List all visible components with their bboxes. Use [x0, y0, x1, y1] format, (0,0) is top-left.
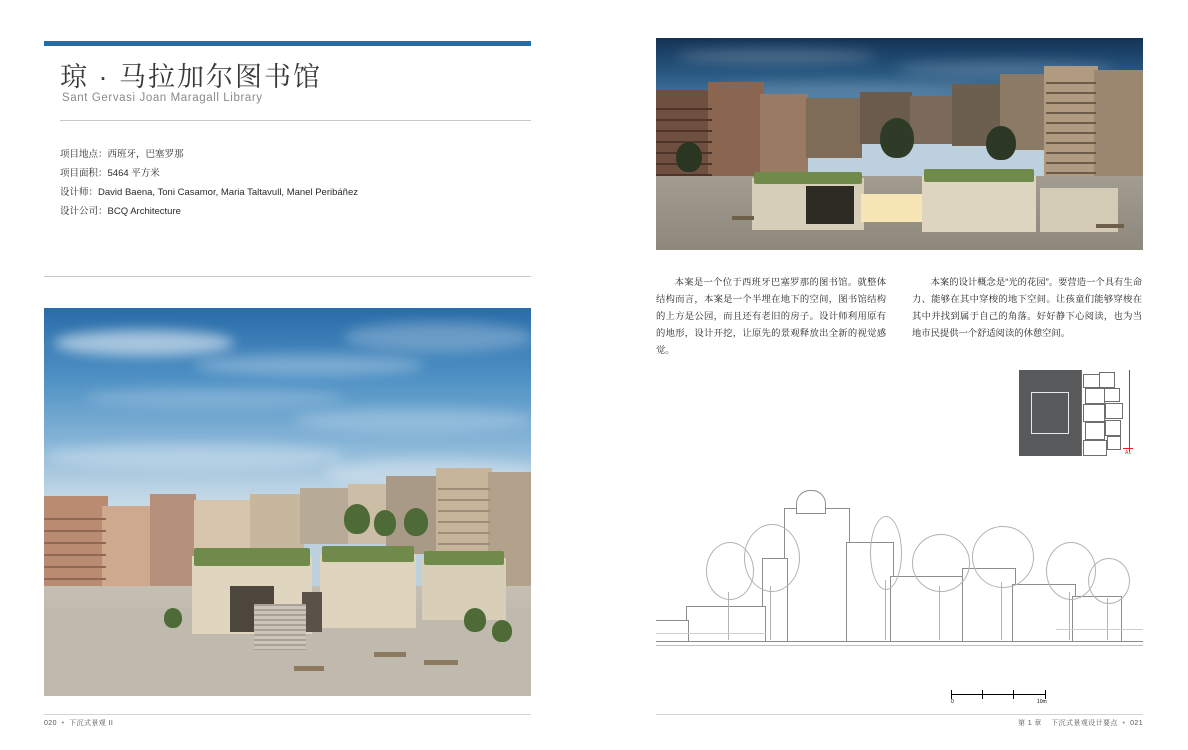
title-divider: [60, 120, 531, 121]
scale-bar: [951, 690, 1046, 704]
scale-bar-start: 0: [951, 699, 954, 705]
right-footer-rule: [656, 714, 1143, 715]
meta-value: BCQ Architecture: [107, 206, 181, 217]
meta-label: 设计公司：: [60, 206, 108, 217]
photo-aerial-view: [44, 308, 531, 696]
right-chapter-label: 第 1 章: [1018, 720, 1042, 727]
body-paragraph: 本案是一个位于西班牙巴塞罗那的图书馆。就整体结构而言，本案是一个半埋在地下的空间，图书馆结构的上方是公园，而且还有老旧的房子。设计师利用原有的地形，设计开挖，让原先的景观释放出全新的视觉感觉。: [656, 277, 886, 355]
footer-separator-icon: •: [59, 720, 67, 727]
title-accent-rule: [44, 41, 531, 46]
meta-value: 5464 平方米: [107, 168, 160, 179]
meta-label: 项目地点：: [60, 149, 108, 160]
meta-label: 设计师：: [60, 187, 99, 198]
meta-row: [60, 202, 540, 221]
meta-row: [60, 164, 540, 183]
elevation-drawing: [656, 480, 1143, 670]
left-footer-text: 下沉式景观 II: [69, 720, 114, 727]
body-column-2: [912, 274, 1142, 342]
page-subtitle: Sant Gervasi Joan Maragall Library: [62, 92, 263, 104]
meta-label: 项目面积：: [60, 168, 108, 179]
right-page-number: 021: [1130, 720, 1143, 727]
body-column-1: [656, 274, 886, 359]
site-plan-building-outline: [1031, 392, 1069, 434]
meta-row: [60, 183, 540, 202]
footer-separator-icon: •: [1120, 720, 1128, 727]
body-paragraph: 本案的设计概念是“光的花园”。要营造一个具有生命力、能够在其中穿梭的地下空间。让孩童们能够穿梭在其中并找到属于自己的角落。好好静下心阅读，也为当地市民提供一个舒适阅读的休憩空间。: [912, 277, 1142, 338]
left-footer-rule: [44, 714, 531, 715]
page-title: 琼 · 马拉加尔图书馆: [60, 62, 322, 92]
meta-value: David Baena, Toni Casamor, Maria Taltavull, Manel Peribáñez: [98, 187, 358, 198]
project-meta-list: [60, 145, 540, 221]
right-footer: [1018, 718, 1143, 728]
photo-night-view: [656, 38, 1143, 250]
left-page-number: 020: [44, 720, 57, 727]
meta-divider: [44, 276, 531, 277]
meta-row: [60, 145, 540, 164]
meta-value: 西班牙，巴塞罗那: [107, 149, 184, 160]
scale-bar-end: 10m: [1037, 699, 1047, 705]
site-plan-diagram: [1019, 370, 1143, 456]
right-footer-text: 下沉式景观设计要点: [1051, 720, 1118, 727]
site-plan-label: A1: [1125, 450, 1132, 456]
left-footer: [44, 718, 113, 728]
right-page: [594, 0, 1188, 750]
